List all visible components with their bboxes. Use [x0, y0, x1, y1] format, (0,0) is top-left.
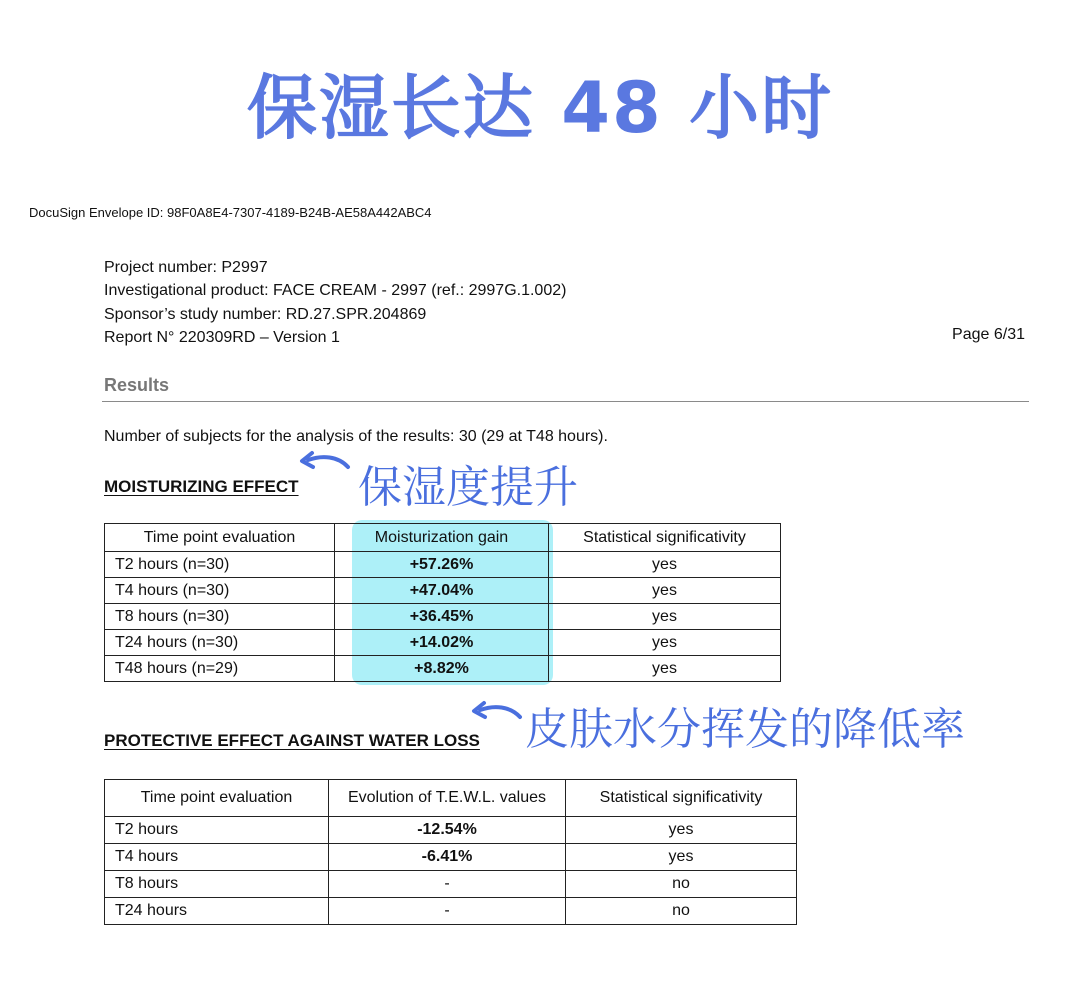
significance-cell: yes [549, 604, 781, 630]
project-number: Project number: P2997 [104, 259, 268, 276]
column-header: Time point evaluation [105, 524, 335, 552]
water-loss-table [104, 779, 797, 925]
moisturizing-table [104, 523, 781, 682]
table-row [105, 898, 797, 925]
column-header: Statistical significativity [566, 780, 797, 817]
significance-cell: no [566, 898, 797, 925]
table-row [105, 871, 797, 898]
value-cell: - [329, 871, 566, 898]
table-row [105, 552, 781, 578]
value-cell: +14.02% [335, 630, 549, 656]
significance-cell: yes [566, 844, 797, 871]
time-point-cell: T2 hours [105, 817, 329, 844]
significance-cell: yes [549, 552, 781, 578]
table-header-row [105, 780, 797, 817]
time-point-cell: T8 hours [105, 871, 329, 898]
curved-arrow-left-icon [298, 450, 352, 472]
column-header: Moisturization gain [335, 524, 549, 552]
time-point-cell: T24 hours (n=30) [105, 630, 335, 656]
significance-cell: yes [549, 630, 781, 656]
time-point-cell: T4 hours (n=30) [105, 578, 335, 604]
time-point-cell: T8 hours (n=30) [105, 604, 335, 630]
value-cell: -12.54% [329, 817, 566, 844]
table-row [105, 630, 781, 656]
significance-cell: yes [549, 656, 781, 682]
headline: 保湿长达 48 小时 [246, 67, 834, 149]
table-row [105, 817, 797, 844]
value-cell: -6.41% [329, 844, 566, 871]
value-cell: +36.45% [335, 604, 549, 630]
table-header-row [105, 524, 781, 552]
time-point-cell: T2 hours (n=30) [105, 552, 335, 578]
table-row [105, 844, 797, 871]
investigational-product: Investigational product: FACE CREAM - 2997 (ref.: 2997G.1.002) [104, 282, 567, 300]
moisturizing-annotation: 保湿度提升 [358, 462, 578, 513]
column-header: Evolution of T.E.W.L. values [329, 780, 566, 817]
moisturizing-effect-title: MOISTURIZING EFFECT [104, 477, 299, 496]
significance-cell: yes [549, 578, 781, 604]
docusign-envelope-id: DocuSign Envelope ID: 98F0A8E4-7307-4189-B24B-AE58A442ABC4 [29, 205, 432, 220]
results-heading: Results [104, 375, 170, 395]
time-point-cell: T24 hours [105, 898, 329, 925]
water-loss-title: PROTECTIVE EFFECT AGAINST WATER LOSS [104, 731, 480, 750]
table-row [105, 578, 781, 604]
column-header: Time point evaluation [105, 780, 329, 817]
table-row [105, 656, 781, 682]
table-row [105, 604, 781, 630]
report-meta [104, 256, 566, 349]
subjects-count-text: Number of subjects for the analysis of the results: 30 (29 at T48 hours). [104, 428, 608, 445]
results-divider [102, 401, 1029, 402]
significance-cell: yes [566, 817, 797, 844]
value-cell: +47.04% [335, 578, 549, 604]
column-header: Statistical significativity [549, 524, 781, 552]
water-loss-annotation: 皮肤水分挥发的降低率 [525, 704, 965, 755]
value-cell: +57.26% [335, 552, 549, 578]
value-cell: - [329, 898, 566, 925]
curved-arrow-left-icon [470, 700, 524, 722]
time-point-cell: T48 hours (n=29) [105, 656, 335, 682]
value-cell: +8.82% [335, 656, 549, 682]
time-point-cell: T4 hours [105, 844, 329, 871]
report-number: Report N° 220309RD – Version 1 [104, 328, 340, 346]
page-number: Page 6/31 [952, 326, 1025, 343]
significance-cell: no [566, 871, 797, 898]
sponsor-study-number: Sponsor’s study number: RD.27.SPR.204869 [104, 305, 427, 323]
